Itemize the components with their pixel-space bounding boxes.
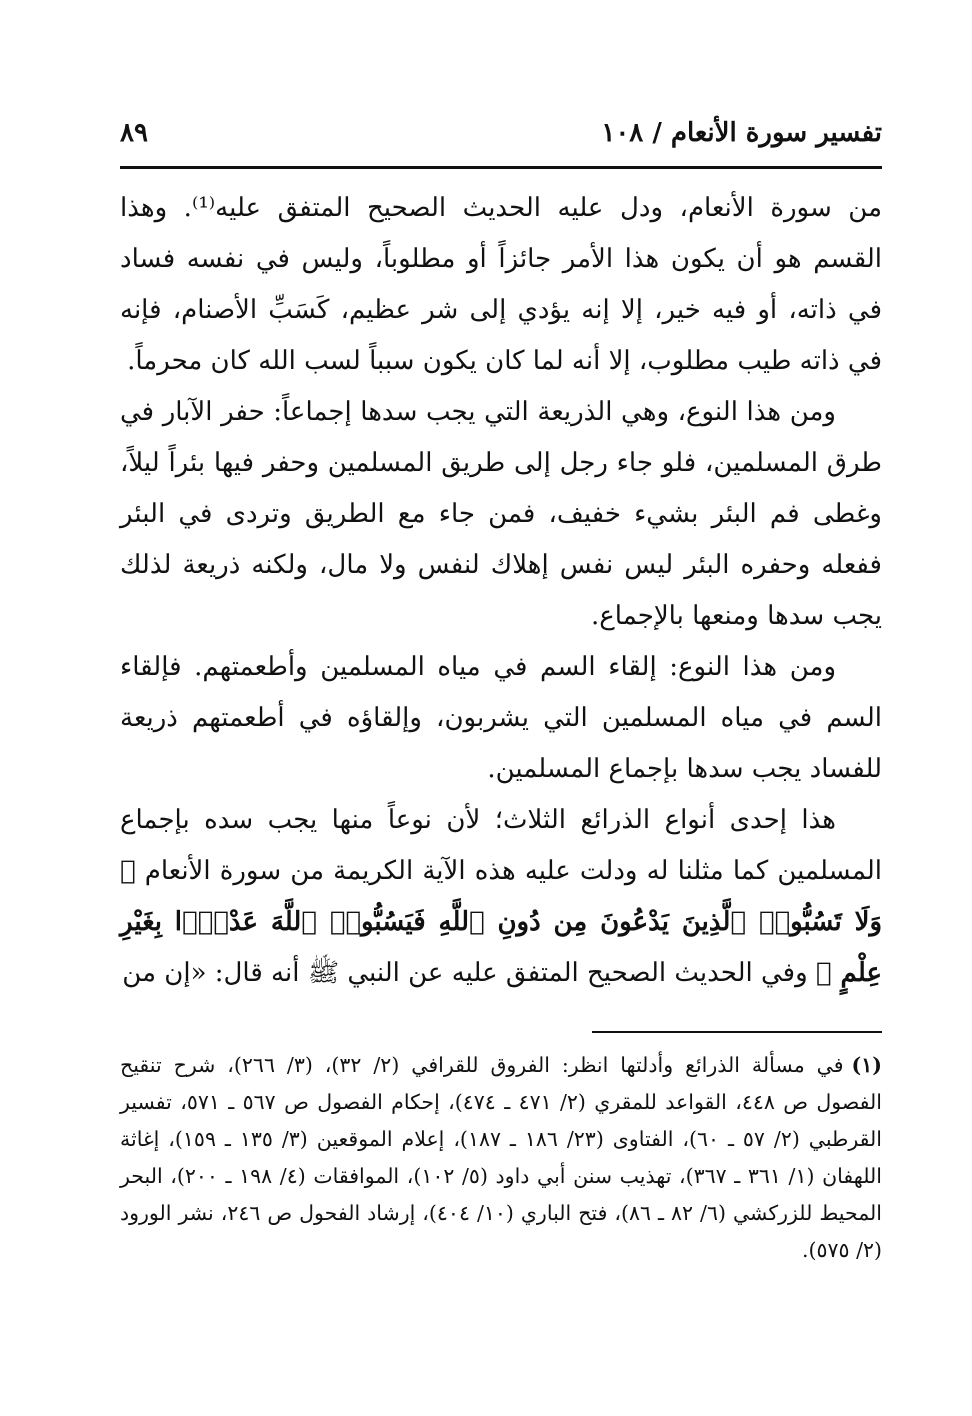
book-page (120, 110, 882, 1390)
footnotes (120, 1047, 882, 1269)
footnote-marker: (١) (851, 1053, 882, 1077)
running-title: تفسير سورة الأنعام / ١٠٨ (601, 118, 882, 148)
footnote-1 (120, 1047, 882, 1269)
paragraph-4-continuation: وفي الحديث الصحيح المتفق عليه عن النبي ﷺ أنه قال: «إن من (122, 958, 808, 988)
header-rule (120, 166, 882, 169)
running-header (120, 110, 882, 156)
quran-verse: ﴿ وَلَا تَسُبُّوا۟ ٱلَّذِينَ يَدْعُونَ مِن دُونِ ٱللَّهِ فَيَسُبُّوا۟ ٱللَّهَ عَدْوًۢا بِغَيْرِ عِلْمٍ ﴾ (120, 856, 883, 988)
paragraph-2: ومن هذا النوع، وهي الذريعة التي يجب سدها إجماعاً: حفر الآبار في طرق المسلمين، فلو جاء رجل إلى طريق المسلمين وحفر فيها بئراً ليلاً، وغطى فم البئر بشيء خفيف، فمن جاء مع الطريق وتردى في البئر ففعله وحفره البئر ليس نفس إهلاك لنفس ولا مال، ولكنه ذريعة لذلك يجب سدها ومنعها بالإجماع. (120, 397, 882, 631)
paragraph-4-intro: هذا إحدى أنواع الذرائع الثلاث؛ لأن نوعاً منها يجب سده بإجماع المسلمين كما مثلنا له ودلت عليه هذه الآية الكريمة من سورة الأنعام (120, 805, 882, 886)
footnote-text: في مسألة الذرائع وأدلتها انظر: الفروق للقرافي (٢/ ٣٢)، (٣/ ٢٦٦)، شرح تنقيح الفصول ص ٤٤٨، القواعد للمقري (٢/ ٤٧١ ـ ٤٧٤)، إحكام الفصول ص ٥٦٧ ـ ٥٧١، تفسير القرطبي (٢/ ٥٧ ـ ٦٠)، الفتاوى (٢٣/ ١٨٦ ـ ١٨٧)، إعلام الموقعين (٣/ ١٣٥ ـ ١٥٩)، إغاثة اللهفان (١/ ٣٦١ ـ ٣٦٧)، تهذيب سنن أبي داود (٥/ ١٠٢)، الموافقات (٤/ ١٩٨ ـ ٢٠٠)، البحر المحيط للزركشي (٦/ ٨٢ ـ ٨٦)، فتح الباري (١٠/ ٤٠٤)، إرشاد الفحول ص ٢٤٦، نشر الورود (٢/ ٥٧٥). (120, 1053, 882, 1262)
paragraph-1: من سورة الأنعام، ودل عليه الحديث الصحيح المتفق عليه⁽¹⁾. وهذا القسم هو أن يكون هذا الأمر جائزاً أو مطلوباً، وليس في نفسه فساد في ذاته، أو فيه خير، إلا إنه يؤدي إلى شر عظيم، كَسَبِّ الأصنام، فإنه في ذاته طيب مطلوب، إلا أنه لما كان يكون سبباً لسب الله كان محرماً. (120, 193, 882, 376)
footnote-separator (592, 1031, 882, 1033)
paragraph-4 (120, 795, 882, 999)
page-number: ٨٩ (120, 118, 148, 148)
paragraph-3: ومن هذا النوع: إلقاء السم في مياه المسلمين وأطعمتهم. فإلقاء السم في مياه المسلمين التي يشربون، وإلقاؤه في أطعمتهم ذريعة للفساد يجب سدها بإجماع المسلمين. (120, 652, 882, 784)
main-text (120, 183, 882, 999)
